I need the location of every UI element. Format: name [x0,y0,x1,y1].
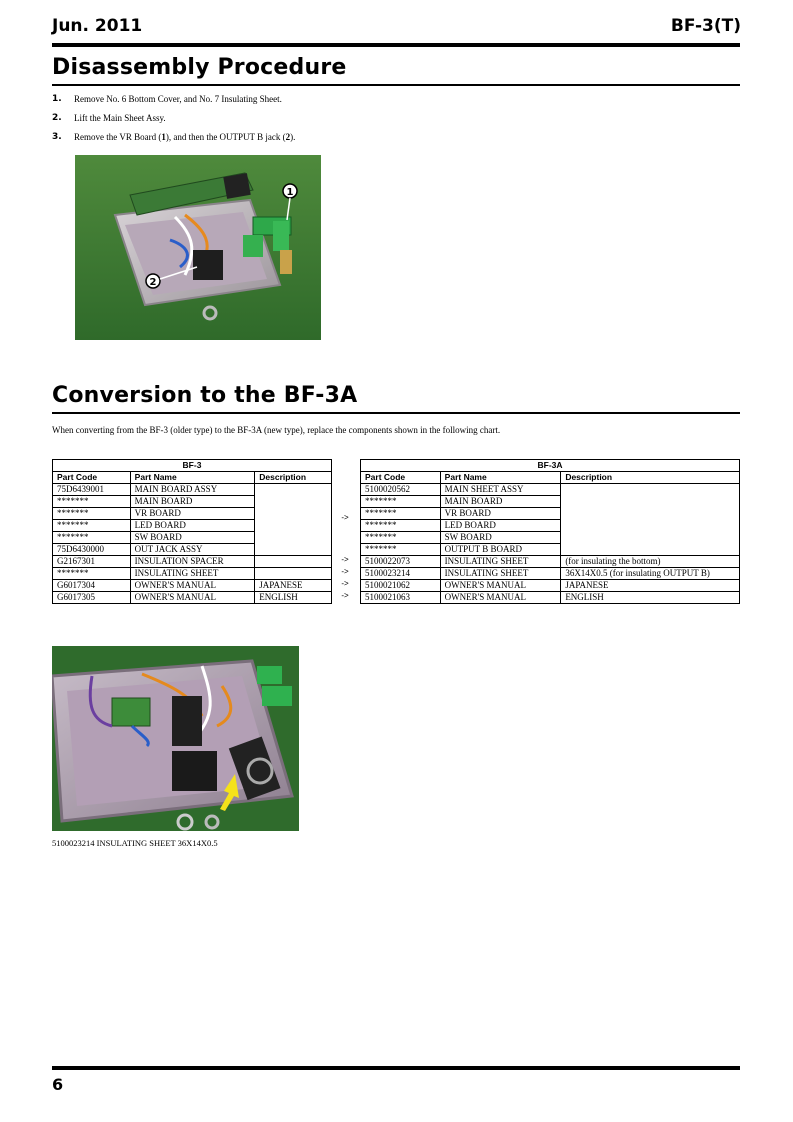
column-header: Description [561,472,740,484]
part-name-cell: LED BOARD [130,520,255,532]
photo-insulating-sheet [52,646,299,831]
old-parts-table [52,459,332,604]
description-cell: 36X14X0.5 (for insulating OUTPUT B) [561,568,740,580]
part-name-cell: INSULATING SHEET [440,568,561,580]
table-row [361,592,740,604]
replace-arrow: -> [341,555,349,564]
part-name-cell: OWNER'S MANUAL [130,592,255,604]
column-header: Description [255,472,332,484]
table-group-header: BF-3 [53,460,332,472]
replace-arrow: -> [341,579,349,588]
section-rule [52,412,740,414]
part-code-cell: ******* [361,496,441,508]
header-rule [52,43,740,47]
part-code-cell: G2167301 [53,556,131,568]
description-cell [255,568,332,580]
steps-list [52,94,295,151]
callout-2: 2 [149,277,157,288]
table-group-header: BF-3A [361,460,740,472]
part-code-cell: 75D6430000 [53,544,131,556]
conversion-intro: When converting from the BF-3 (older type) to the BF-3A (new type), replace the components shown in the following chart. [52,425,501,435]
part-code-cell: ******* [361,544,441,556]
table-row [53,556,332,568]
step-text: Remove the VR Board (1), and then the OUTPUT B jack (2). [74,132,296,142]
description-cell [255,484,332,556]
part-code-cell: ******* [53,520,131,532]
step-item [52,94,295,113]
part-name-cell: SW BOARD [440,532,561,544]
callout-1: 1 [286,187,294,198]
part-code-cell: ******* [361,508,441,520]
photo-pedal-interior [75,155,321,340]
part-name-cell: VR BOARD [130,508,255,520]
table-row [53,580,332,592]
callout-ref: 1 [161,132,166,142]
part-name-cell: OUT JACK ASSY [130,544,255,556]
description-cell: ENGLISH [561,592,740,604]
step-item [52,113,295,132]
table-row [361,580,740,592]
insulating-sheet-photo [52,646,299,831]
part-name-cell: OWNER'S MANUAL [440,592,561,604]
header-date: Jun. 2011 [52,16,143,36]
step-number: 1. [52,94,62,104]
part-code-cell: 5100020562 [361,484,441,496]
conversion-title: Conversion to the BF-3A [52,383,358,408]
part-name-cell: INSULATING SHEET [130,568,255,580]
part-code-cell: 5100022073 [361,556,441,568]
part-name-cell: VR BOARD [440,508,561,520]
part-code-cell: G6017305 [53,592,131,604]
part-code-cell: ******* [53,508,131,520]
step-number: 3. [52,132,62,142]
part-name-cell: OWNER'S MANUAL [130,580,255,592]
part-name-cell: INSULATING SHEET [440,556,561,568]
new-parts-table [360,459,740,604]
column-header: Part Name [130,472,255,484]
section-rule [52,84,740,86]
footer-rule [52,1066,740,1070]
description-cell: JAPANESE [561,580,740,592]
table-row [361,484,740,496]
header-model: BF-3(T) [670,16,741,36]
table-row [53,592,332,604]
part-name-cell: MAIN SHEET ASSY [440,484,561,496]
table-row [361,556,740,568]
part-name-cell: OUTPUT B BOARD [440,544,561,556]
part-code-cell: 75D6439001 [53,484,131,496]
part-name-cell: MAIN BOARD [130,496,255,508]
description-cell [561,484,740,556]
part-name-cell: LED BOARD [440,520,561,532]
part-name-cell: MAIN BOARD ASSY [130,484,255,496]
column-header: Part Code [53,472,131,484]
table-row [361,568,740,580]
description-cell [255,556,332,568]
step-item [52,132,295,151]
column-header: Part Code [361,472,441,484]
part-code-cell: ******* [53,532,131,544]
description-cell: (for insulating the bottom) [561,556,740,568]
description-cell: JAPANESE [255,580,332,592]
photo-caption: 5100023214 INSULATING SHEET 36X14X0.5 [52,838,218,848]
step-number: 2. [52,113,62,123]
callout-ref: 2 [285,132,291,142]
table-row [53,484,332,496]
disassembly-photo [75,155,321,340]
part-name-cell: SW BOARD [130,532,255,544]
step-text: Remove No. 6 Bottom Cover, and No. 7 Insulating Sheet. [74,94,282,104]
part-code-cell: ******* [53,568,131,580]
part-name-cell: INSULATION SPACER [130,556,255,568]
disassembly-title: Disassembly Procedure [52,55,347,80]
description-cell: ENGLISH [255,592,332,604]
replace-arrow: -> [341,567,349,576]
replace-arrow: -> [341,591,349,600]
part-code-cell: ******* [53,496,131,508]
table-row [53,568,332,580]
part-code-cell: ******* [361,532,441,544]
part-name-cell: OWNER'S MANUAL [440,580,561,592]
part-code-cell: G6017304 [53,580,131,592]
part-code-cell: 5100023214 [361,568,441,580]
replace-arrow: -> [341,513,349,522]
page-number: 6 [52,1075,64,1094]
part-code-cell: 5100021062 [361,580,441,592]
column-header: Part Name [440,472,561,484]
part-name-cell: MAIN BOARD [440,496,561,508]
part-code-cell: 5100021063 [361,592,441,604]
part-code-cell: ******* [361,520,441,532]
step-text: Lift the Main Sheet Assy. [74,113,166,123]
